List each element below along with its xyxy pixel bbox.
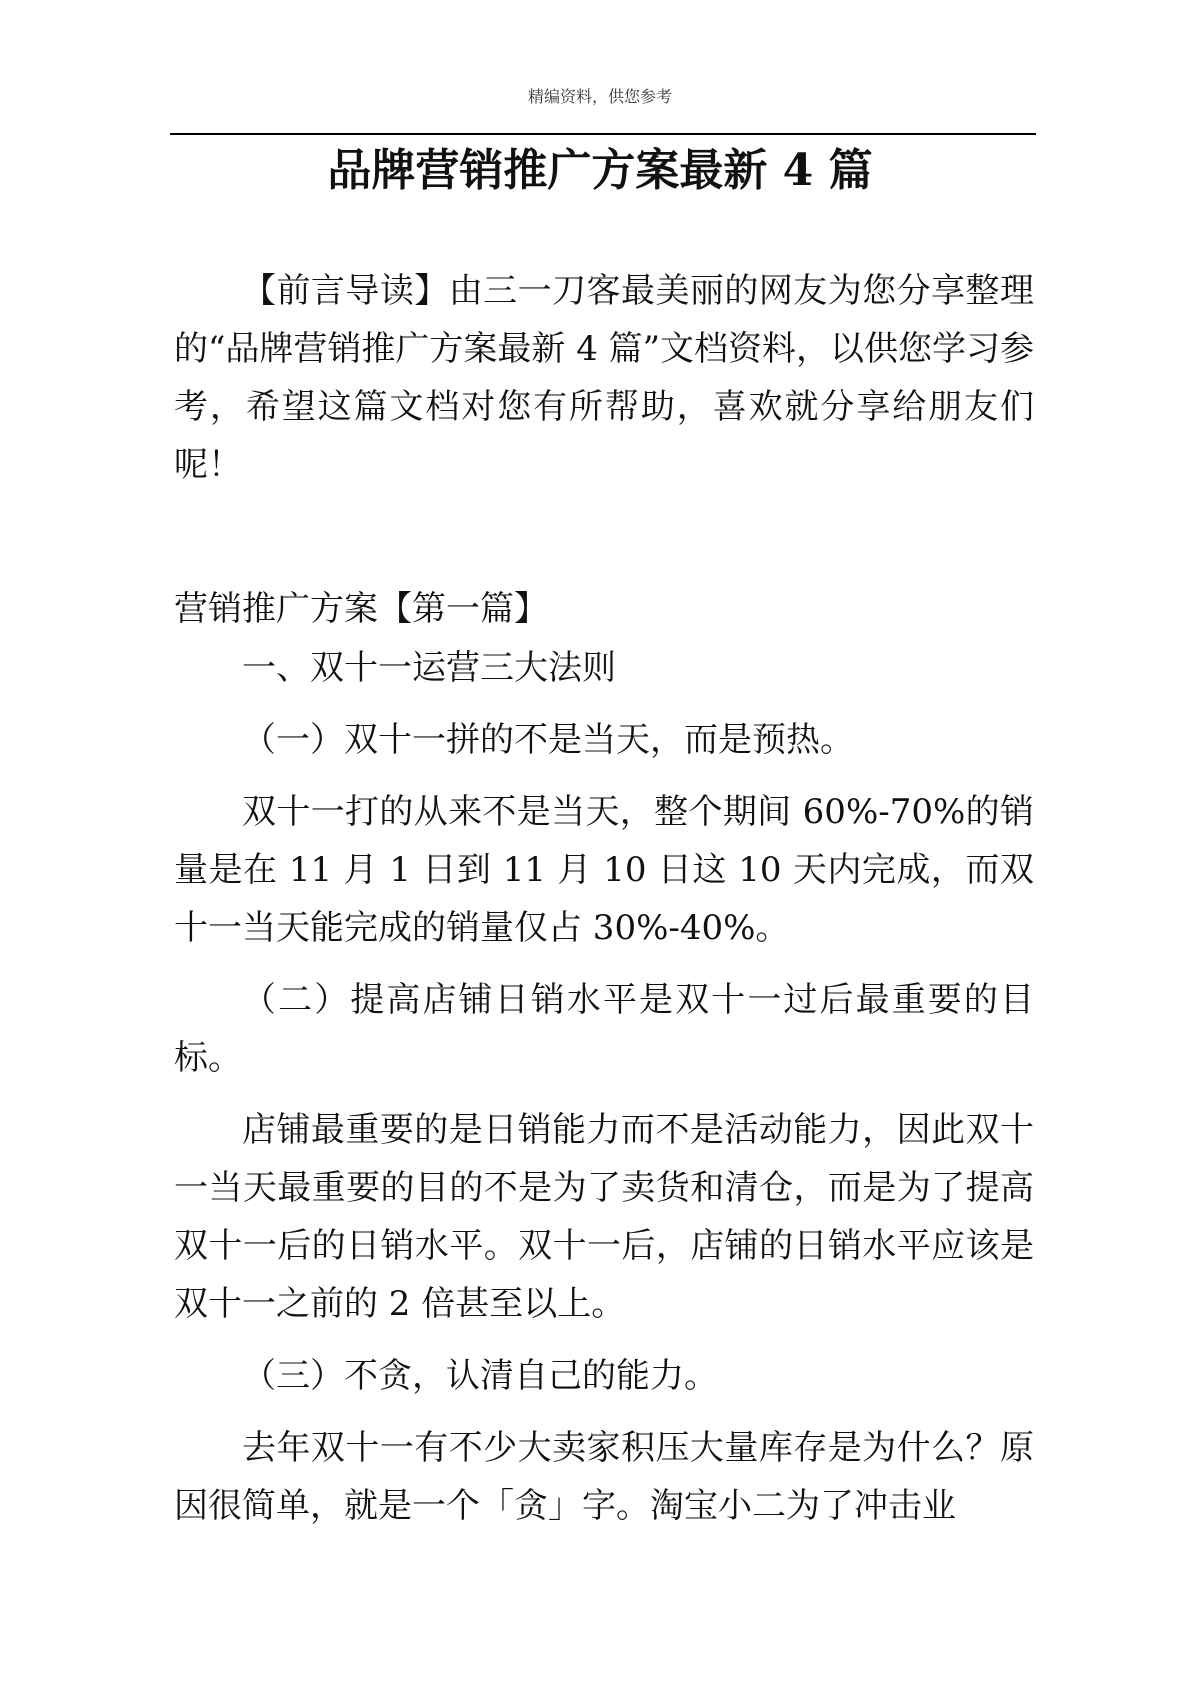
section-heading-text: 营销推广方案【第一篇】	[174, 589, 548, 629]
intro-text: 【前言导读】由三一刀客最美丽的网友为您分享整理的“品牌营销推广方案最新 4 篇”文档资料，以供您学习参考，希望这篇文档对您有所帮助，喜欢就分享给朋友们呢！	[174, 271, 1035, 485]
intro-paragraph	[174, 262, 1034, 494]
header-divider	[170, 133, 1036, 135]
section-heading	[174, 580, 1034, 638]
paragraph: 店铺最重要的是日销能力而不是活动能力，因此双十一当天最重要的目的不是为了卖货和清仓，而是为了提高双十一后的日销水平。双十一后，店铺的日销水平应该是双十一之前的 2 倍甚至以上。	[174, 1110, 1034, 1324]
paragraph: （二）提高店铺日销水平是双十一过后最重要的目标。	[174, 980, 1034, 1078]
paragraph: 一、双十一运营三大法则	[242, 648, 616, 688]
paragraph: 去年双十一有不少大卖家积压大量库存是为什么？原因很简单，就是一个「贪」字。淘宝小二为了冲击业	[174, 1428, 1034, 1526]
paragraph: 双十一打的从来不是当天，整个期间 60%-70%的销量是在 11 月 1 日到 11 月 10 日这 10 天内完成，而双十一当天能完成的销量仅占 30%-40%。	[174, 792, 1034, 948]
header-note: 精编资料，供您参考	[527, 87, 672, 106]
paragraph: （一）双十一拼的不是当天，而是预热。	[242, 720, 854, 760]
section-content	[174, 639, 1034, 1535]
paragraph: （三）不贪，认清自己的能力。	[242, 1356, 718, 1396]
document-title: 品牌营销推广方案最新 4 篇	[327, 145, 873, 196]
